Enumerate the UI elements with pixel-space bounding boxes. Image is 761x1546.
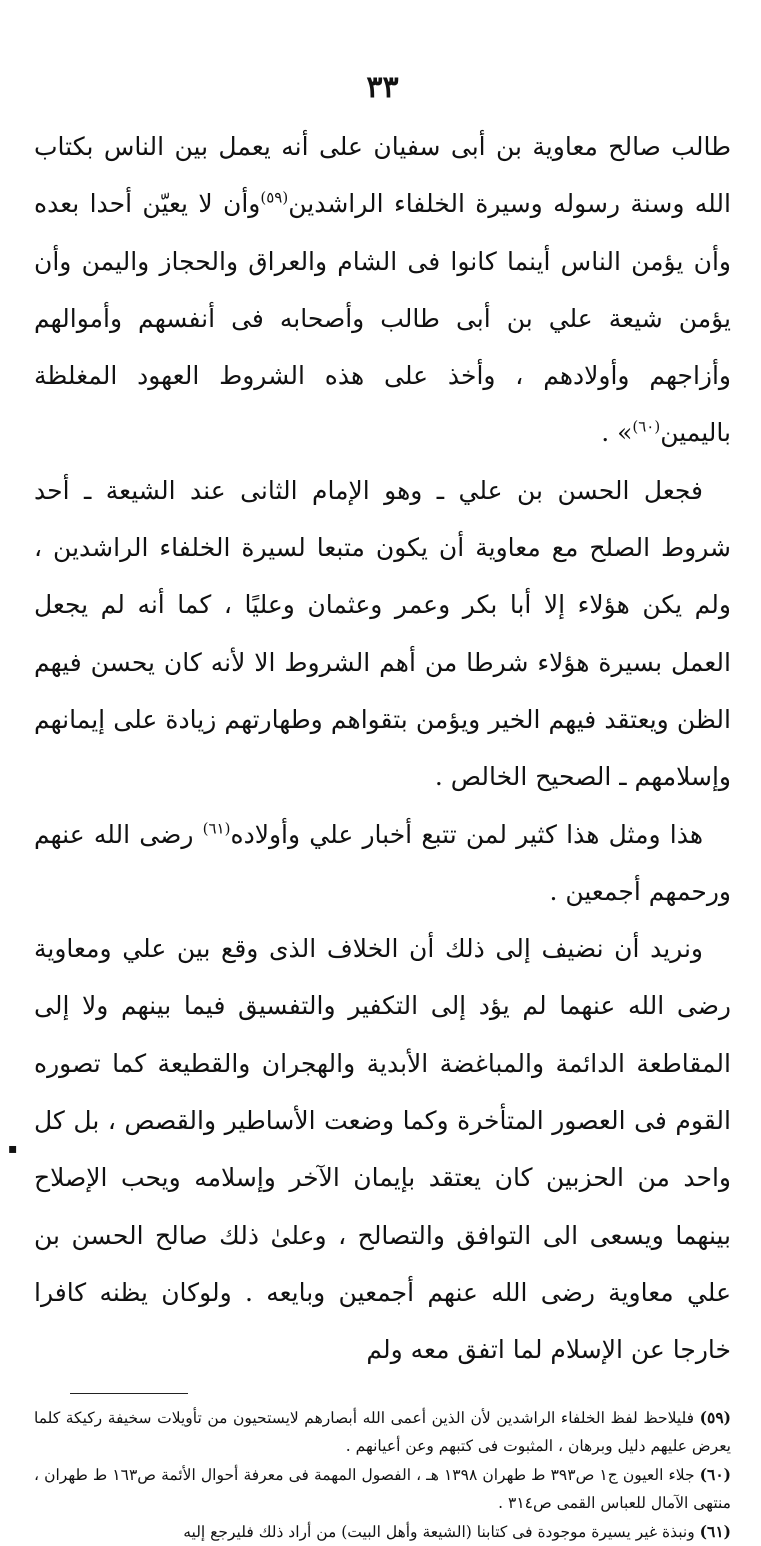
footnote-ref-60: (٦٠) xyxy=(632,418,661,437)
paragraph: ونريد أن نضيف إلى ذلك أن الخلاف الذى وقع بين علي ومعاوية رضى الله عنهما لم يؤد إلى التكفير والتفسيق فيما بينهم ولا إلى المقاطعة الدائمة والمباغضة الأبدية والهجران والقطيعة كما تصوره القوم فى العصور المتأخرة وكما وضعت الأساطير والقصص ، بل كل واحد من الحزبين كان يعتقد بإيمان الآخر وإسلامه ويحب الإصلاح بينهما ويسعى الى التوافق والتصالح ، وعلىٰ ذلك صالح الحسن بن علي معاوية رضى الله عنهم أجمعين وبايعه . ولوكان يظنه كافرا خارجا عن الإسلام لما اتفق معه ولم xyxy=(34,934,732,1365)
paragraph: هذا ومثل هذا كثير لمن تتبع أخبار علي وأولاده$^{(٦١)}$ رضى الله عنهم ورحمهم أجمعين . xyxy=(34,819,731,906)
paragraph: فجعل الحسن بن علي ـ وهو الإمام الثانى عند الشيعة ـ أحد شروط الصلح مع معاوية أن يكون متبعا لسيرة الخلفاء الراشدين ، ولم يكن هؤلاء إلا أبا بكر وعمر وعثمان وعليًا ، كما أنه لم يجعل العمل بسيرة هؤلاء شرطا من أهم الشروط الا لأنه كان يحسن فيهم الظن ويعتقد فيهم الخير ويؤمن بتقواهم وطهارتهم زيادة على إيمانهم وإسلامهم ـ الصحيح الخالص . xyxy=(34,475,731,792)
margin-mark: ▪ xyxy=(8,1141,18,1157)
footnote: (٥٩) فليلاحظ لفظ الخلفاء الراشدين لأن الذين أعمى الله أبصارهم لايستحيون من تأويلات سخيفة ركيكة كلما يعرض عليهم دليل وبرهان ، المثبوت فى كتبهم وعن أعيانهم . xyxy=(34,1407,731,1456)
page-number: ٣٣ xyxy=(366,70,399,105)
footnote: (٦١) ونبذة غير يسيرة موجودة فى كتابنا (الشيعة وأهل البيت) من أراد ذلك فليرجع إليه xyxy=(183,1521,731,1541)
footnote-divider xyxy=(70,1393,188,1394)
footnotes xyxy=(34,1404,731,1546)
paragraph: طالب صالح معاوية بن أبى سفيان على أنه يعمل بين الناس بكتاب الله وسنة رسوله وسيرة الخلفاء الراشدين$^{(٥٩)}$وأن لا يعيّن أحدا بعده وأن يؤمن الناس أينما كانوا فى الشام والعراق والحجاز واليمن وأن يؤمن شيعة علي بن أبى طالب وأصحابه فى أنفسهم وأموالهم وأزاجهم وأولادهم ، وأخذ على هذه الشروط العهود المغلظة باليمين$^{(٦٠)}$» . xyxy=(34,132,731,448)
main-text xyxy=(34,118,731,1379)
footnote-ref-59: (٥٩) xyxy=(260,188,289,207)
footnote-ref-61: (٦١) xyxy=(202,819,231,838)
footnote: (٦٠) جلاء العيون ج١ ص٣٩٣ ط طهران ١٣٩٨ هـ ، الفصول المهمة فى معرفة أحوال الأئمة ص١٦٣ ط طهران ، منتهى الآمال للعباس القمى ص٣١٤ . xyxy=(34,1464,732,1513)
